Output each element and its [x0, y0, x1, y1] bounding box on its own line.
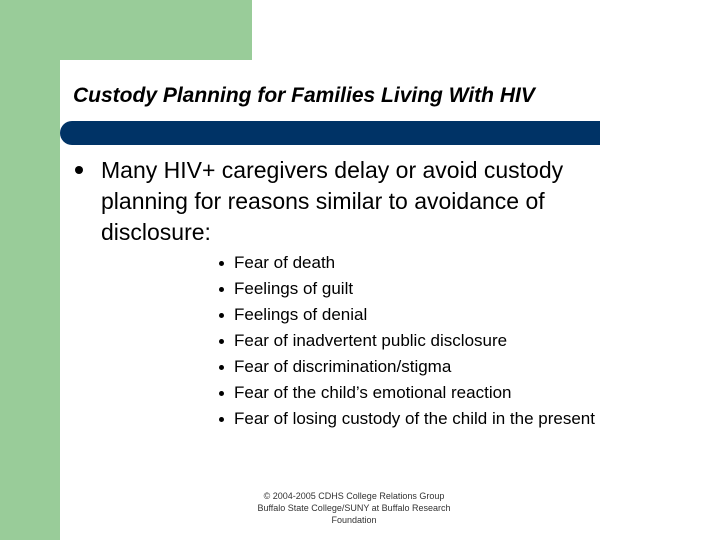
copyright-footer	[234, 490, 474, 526]
sub-bullet-text: Fear of losing custody of the child in the present	[234, 409, 595, 428]
sub-bullet-text: Fear of discrimination/stigma	[234, 357, 452, 376]
footer-line: © 2004-2005 CDHS College Relations Group	[263, 491, 445, 501]
sub-bullet-text: Feelings of denial	[234, 305, 368, 324]
bullet-dot-icon	[219, 391, 224, 396]
title-underline-bar	[60, 121, 600, 145]
slide-title: Custody Planning for Families Living With HIV	[73, 84, 535, 107]
bullet-dot-icon	[219, 339, 224, 344]
sub-bullet-text: Fear of inadvertent public disclosure	[234, 331, 508, 350]
footer-line: Buffalo State College/SUNY at Buffalo Research	[257, 503, 451, 513]
decorative-green-sidebar	[0, 0, 60, 540]
sub-bullet-text: Feelings of guilt	[234, 279, 354, 298]
bullet-dot-icon	[219, 261, 224, 266]
bullet-dot-icon	[219, 417, 224, 422]
bullet-dot-icon	[219, 365, 224, 370]
main-bullet-text: Many HIV+ caregivers delay or avoid custody planning for reasons similar to avoidance of disclosure:	[101, 157, 564, 245]
main-bullet-icon	[75, 166, 83, 174]
sub-bullet-text: Fear of death	[234, 253, 336, 272]
footer-line: Foundation	[331, 515, 377, 525]
bullet-dot-icon	[219, 313, 224, 318]
bullet-dot-icon	[219, 287, 224, 292]
sub-bullet-text: Fear of the child’s emotional reaction	[234, 383, 512, 402]
decorative-green-top-band	[0, 0, 252, 60]
